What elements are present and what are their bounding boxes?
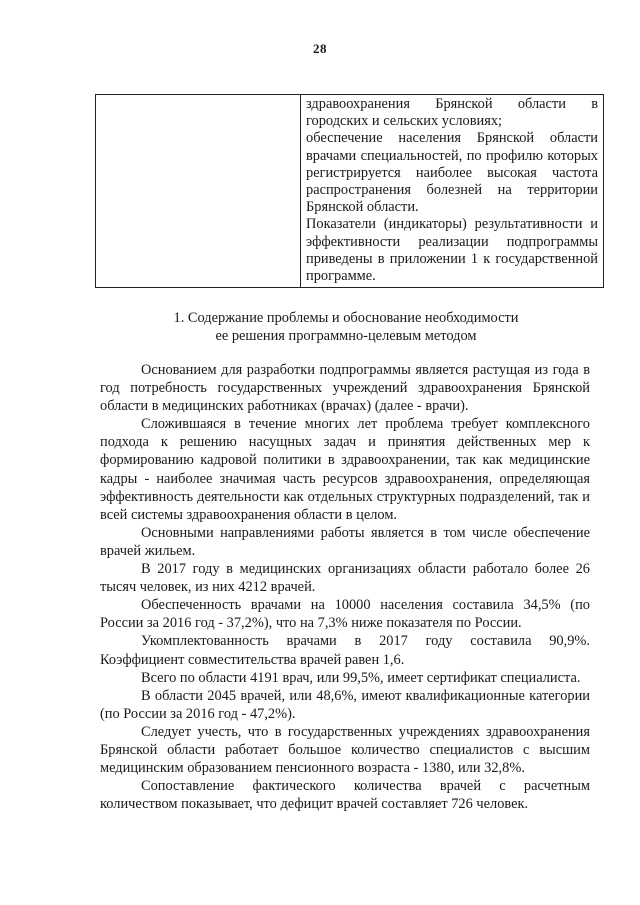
table-paragraph-3: Показатели (индикаторы) результативности и эффективности реализации подпрограммы приведены в приложении 1 к государственной программе. [306,216,598,285]
body-text [100,361,590,813]
table-paragraph-1: здравоохранения Брянской области в городских и сельских условиях; [306,96,598,130]
body-paragraph-4: В 2017 году в медицинских организациях области работало более 26 тысяч человек, из них 4212 врачей. [100,561,590,596]
body-paragraph-10: Сопоставление фактического количества врачей с расчетным количеством показывает, что дефицит врачей составляет 726 человек. [100,778,590,813]
table-cell-right [301,95,604,288]
body-paragraph-8: В области 2045 врачей, или 48,6%, имеют квалификационные категории (по России за 2016 год - 47,2%). [100,687,590,722]
body-paragraph-3: Основными направлениями работы является в том числе обеспечение врачей жильем. [100,524,590,559]
section-heading-line-1: 1. Содержание проблемы и обоснование необходимости [173,310,519,326]
table-row [96,95,604,288]
body-paragraph-5: Обеспеченность врачами на 10000 населения составила 34,5% (по России за 2016 год - 37,2%), что на 7,3% ниже показателя по России. [100,597,590,632]
page-number: 28 [313,41,327,56]
body-paragraph-7: Всего по области 4191 врач, или 99,5%, имеет сертификат специалиста. [141,669,581,686]
body-paragraph-6: Укомплектованность врачами в 2017 году составила 90,9%. Коэффициент совместительства врачей равен 1,6. [100,633,590,668]
section-heading [95,309,597,345]
table-paragraph-2: обеспечение населения Брянской области врачами специальностей, по профилю которых регистрируется наиболее высокая частота распространения болезней на территории Брянской области. [306,130,598,216]
body-paragraph-1: Основанием для разработки подпрограммы является растущая из года в год потребность государственных учреждений здравоохранения Брянской области в медицинских работниках (врачах) (далее - врачи). [100,362,590,415]
section-heading-line-2: ее решения программно-целевым методом [215,328,477,344]
continuation-table [95,94,604,288]
table-cell-left [96,95,301,288]
body-paragraph-9: Следует учесть, что в государственных учреждениях здравоохранения Брянской области работает большое количество специалистов с высшим медицинским образованием пенсионного возраста - 1380, или 32,8%. [100,723,590,777]
body-paragraph-2: Сложившаяся в течение многих лет проблема требует комплексного подхода к решению насущных задач и принятия действенных мер к формированию кадровой политики в здравоохранении, так как медицинские кадры - наиболее значимая часть ресурсов здравоохранения, определяющая эффективность деятельности как отдельных структурных подразделений, так и всей системы здравоохранения области в целом. [100,416,590,523]
